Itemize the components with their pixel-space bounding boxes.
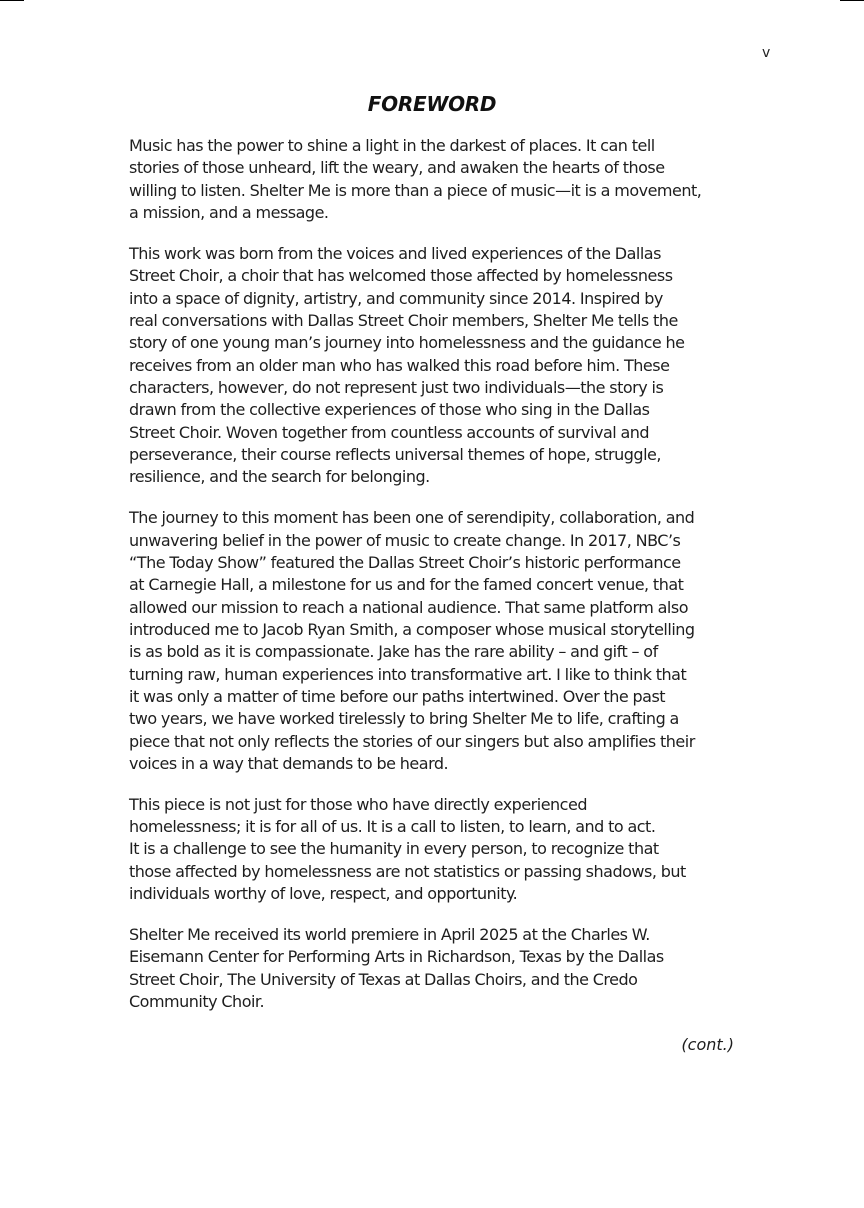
paragraph-intro <box>129 135 735 224</box>
text-line: voices in a way that demands to be heard. <box>129 753 449 773</box>
text-line: perseverance, their course reflects universal themes of hope, struggle, <box>129 444 661 464</box>
text-line: Shelter Me received its world premiere in April 2025 at the Charles W. <box>129 925 650 944</box>
text-line: homelessness; it is for all of us. It is a call to listen, to learn, and to act. <box>129 817 656 837</box>
text-line: introduced me to Jacob Ryan Smith, a composer whose musical storytelling <box>129 619 695 639</box>
text-line: those affected by homelessness are not statistics or passing shadows, but <box>129 861 686 881</box>
text-line: This work was born from the voices and lived experiences of the Dallas <box>129 243 661 263</box>
text-line: Eisemann Center for Performing Arts in Richardson, Texas by the Dallas <box>129 947 664 967</box>
page-title: FOREWORD <box>367 92 497 116</box>
text-line: real conversations with Dallas Street Choir members, Shelter Me tells the <box>129 310 678 330</box>
text-line: piece that not only reflects the stories of our singers but also amplifies their <box>129 731 695 751</box>
text-line: at Carnegie Hall, a milestone for us and for the famed concert venue, that <box>129 575 684 595</box>
text-line: Street Choir, a choir that has welcomed those affected by homelessness <box>129 266 673 286</box>
text-line: resilience, and the search for belonging. <box>129 467 430 487</box>
text-line: two years, we have worked tirelessly to bring Shelter Me to life, crafting a <box>129 709 679 729</box>
text-line: It is a challenge to see the humanity in every person, to recognize that <box>129 839 659 859</box>
text-line: willing to listen. Shelter Me is more than a piece of music—it is a movement, <box>129 180 702 200</box>
continued-marker: (cont.) <box>681 1035 734 1054</box>
text-line: Music has the power to shine a light in the darkest of places. It can tell <box>129 136 655 155</box>
paragraph-premiere <box>129 924 735 1013</box>
text-line: Street Choir. Woven together from countless accounts of survival and <box>129 422 650 442</box>
text-line: drawn from the collective experiences of those who sing in the Dallas <box>129 400 650 420</box>
paragraph-origin <box>129 243 735 489</box>
text-line: characters, however, do not represent just two individuals—the story is <box>129 377 664 397</box>
text-line: into a space of dignity, artistry, and community since 2014. Inspired by <box>129 288 663 308</box>
crop-mark-right <box>840 0 864 1</box>
text-line: This piece is not just for those who have directly experienced <box>129 794 587 814</box>
text-line: is as bold as it is compassionate. Jake has the rare ability – and gift – of <box>129 642 658 662</box>
text-line: unwavering belief in the power of music to create change. In 2017, NBC’s <box>129 530 681 550</box>
text-line: Community Choir. <box>129 992 265 1012</box>
foreword-body <box>129 135 735 1032</box>
paragraph-journey <box>129 507 735 775</box>
text-line: allowed our mission to reach a national audience. That same platform also <box>129 597 689 617</box>
paragraph-call-to-action <box>129 794 735 906</box>
text-line: individuals worthy of love, respect, and opportunity. <box>129 884 518 904</box>
text-line: it was only a matter of time before our paths intertwined. Over the past <box>129 686 666 706</box>
text-line: stories of those unheard, lift the weary, and awaken the hearts of those <box>129 158 665 178</box>
text-line: The journey to this moment has been one of serendipity, collaboration, and <box>129 508 695 528</box>
text-line: turning raw, human experiences into transformative art. I like to think that <box>129 664 687 684</box>
page-number: v <box>762 45 771 61</box>
text-line: a mission, and a message. <box>129 203 329 223</box>
text-line: “The Today Show” featured the Dallas Street Choir’s historic performance <box>129 552 681 572</box>
text-line: Street Choir, The University of Texas at Dallas Choirs, and the Credo <box>129 969 638 989</box>
crop-mark-left <box>0 0 24 1</box>
text-line: receives from an older man who has walked this road before him. These <box>129 355 670 375</box>
text-line: story of one young man’s journey into homelessness and the guidance he <box>129 333 685 353</box>
